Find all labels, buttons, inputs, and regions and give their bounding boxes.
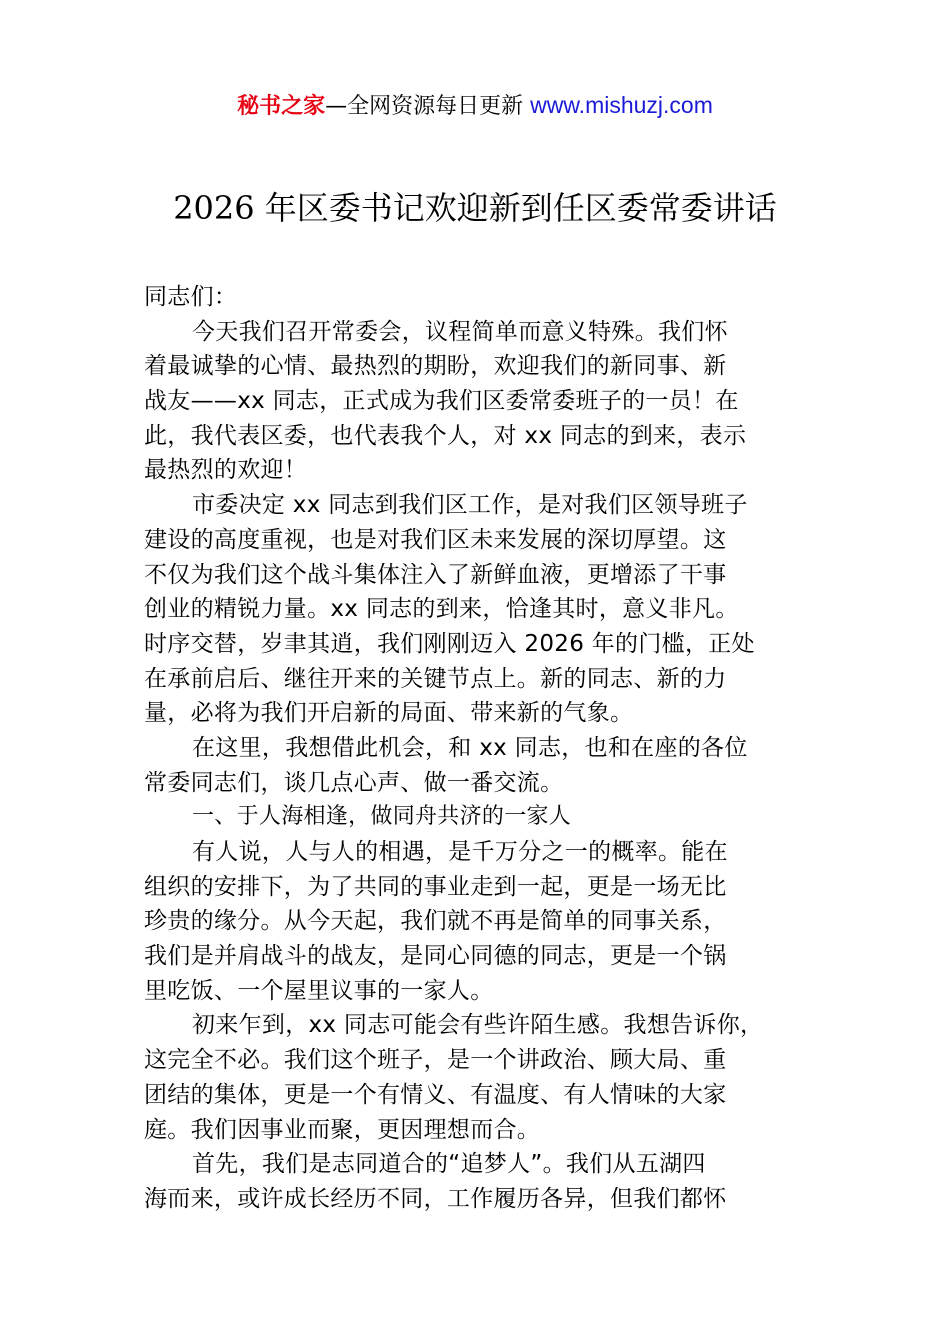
- paragraph-line: 有人说，人与人的相遇，是千万分之一的概率。能在: [192, 839, 728, 865]
- site-url-link[interactable]: www.mishuzj.com: [530, 92, 713, 118]
- paragraph-line: 这完全不必。我们这个班子，是一个讲政治、顾大局、重: [144, 1047, 727, 1074]
- paragraph-line: 最热烈的欢迎！: [144, 457, 308, 484]
- paragraph-line: 战友——xx 同志，正式成为我们区委常委班子的一员！在: [144, 388, 739, 415]
- paragraph-line: 时序交替，岁聿其逍，我们刚刚迈入 2026 年的门槛，正处: [144, 630, 755, 657]
- section-heading: 一、于人海相逢，做同舟共济的一家人: [192, 804, 572, 830]
- paragraph-line: 庭。我们因事业而聚，更因理想而合。: [144, 1116, 541, 1143]
- paragraph-line: 建设的高度重视，也是对我们区未来发展的深切厚望。这: [144, 526, 727, 553]
- paragraph-line: 初来乍到，xx 同志可能会有些许陌生感。我想告诉你，: [192, 1012, 764, 1039]
- paragraph-line: 首先，我们是志同道合的“追梦人”。我们从五湖四: [192, 1151, 706, 1178]
- document-title: 2026 年区委书记欢迎新到任区委常委讲话: [173, 189, 777, 227]
- paragraph-line: 在承前启后、继往开来的关键节点上。新的同志、新的力: [144, 665, 727, 692]
- paragraph-line: 珍贵的缘分。从今天起，我们就不再是简单的同事关系，: [144, 908, 727, 935]
- paragraph-line: 海而来，或许成长经历不同，工作履历各异，但我们都怀: [144, 1185, 727, 1212]
- paragraph-line: 里吃饭、一个屋里议事的一家人。: [144, 977, 494, 1004]
- site-brand: 秘书之家: [237, 94, 326, 119]
- paragraph-line: 此，我代表区委，也代表我个人，对 xx 同志的到来，表示: [144, 422, 747, 449]
- site-header: [0, 88, 950, 124]
- paragraph-line: 市委决定 xx 同志到我们区工作，是对我们区领导班子: [192, 492, 748, 519]
- site-slogan: —全网资源每日更新: [325, 94, 524, 119]
- paragraph-line: 着最诚挚的心情、最热烈的期盼，欢迎我们的新同事、新: [144, 353, 727, 380]
- paragraph-line: 常委同志们，谈几点心声、做一番交流。: [144, 769, 564, 796]
- paragraph-line: 今天我们召开常委会，议程简单而意义特殊。我们怀: [192, 318, 728, 345]
- paragraph-line: 不仅为我们这个战斗集体注入了新鲜血液，更增添了干事: [144, 561, 727, 588]
- paragraph-line: 在这里，我想借此机会，和 xx 同志，也和在座的各位: [192, 734, 748, 761]
- paragraph-line: 组织的安排下，为了共同的事业走到一起，更是一场无比: [144, 873, 727, 900]
- salutation: 同志们：: [144, 284, 238, 310]
- paragraph-line: 团结的集体，更是一个有情义、有温度、有人情味的大家: [144, 1081, 727, 1108]
- paragraph-line: 我们是并肩战斗的战友，是同心同德的同志，更是一个锅: [144, 943, 727, 970]
- paragraph-line: 创业的精锐力量。xx 同志的到来，恰逢其时，意义非凡。: [144, 596, 739, 623]
- paragraph-line: 量，必将为我们开启新的局面、带来新的气象。: [144, 700, 634, 727]
- document-body: [144, 280, 824, 1217]
